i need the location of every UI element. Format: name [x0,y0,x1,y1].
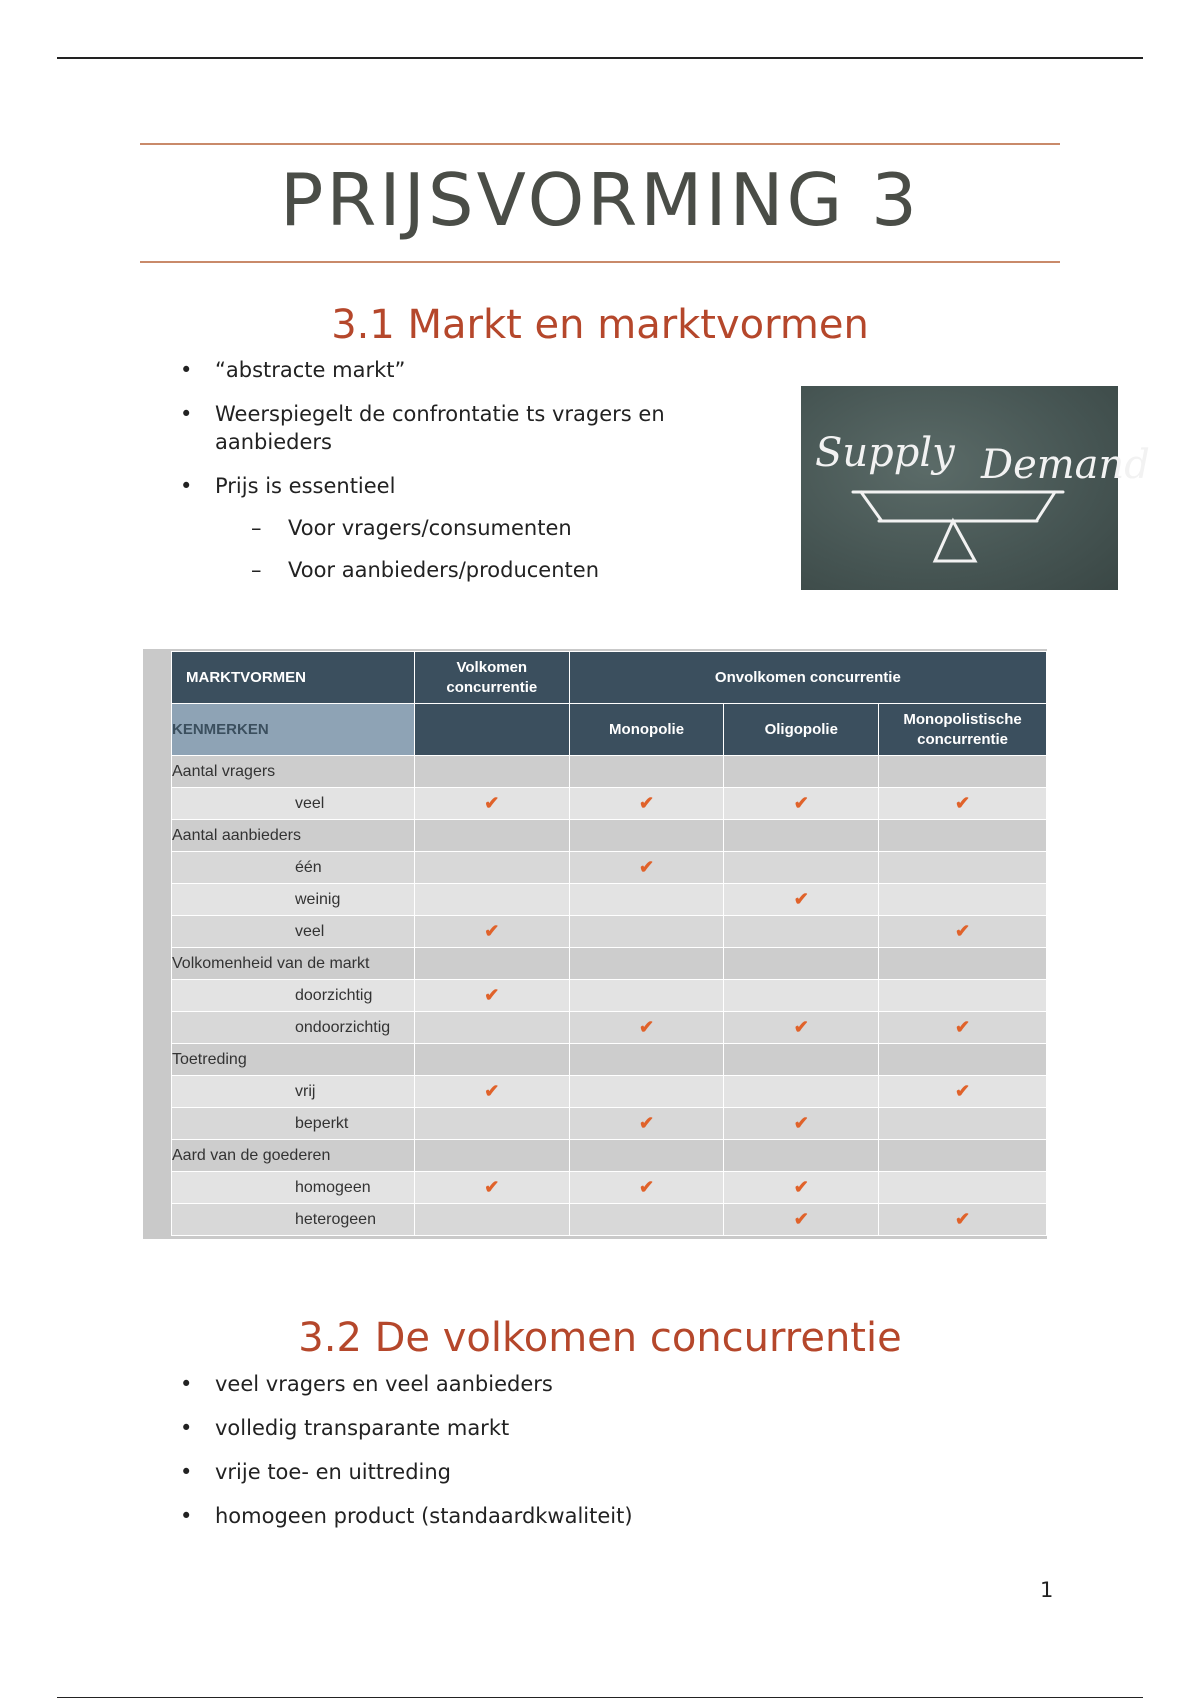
table-row [172,980,1047,1012]
empty-cell [724,1044,879,1076]
market-forms-table-frame [143,649,1047,1239]
row-label: doorzichtig [172,980,415,1012]
empty-cell [724,980,879,1012]
row-label: één [172,852,415,884]
checkmark-icon: ✔ [879,1076,1047,1108]
bullet-item: • volledig transparante markt [180,1414,880,1442]
row-label: Aard van de goederen [172,1140,415,1172]
empty-cell [724,820,879,852]
table-category-row [172,1140,1047,1172]
bottom-border-line [57,1697,1143,1698]
checkmark-icon: ✔ [879,1012,1047,1044]
empty-cell [724,1076,879,1108]
section-2-bullet-list [180,1370,880,1546]
table-row [172,852,1047,884]
sub-bullet-list [215,514,700,584]
table-body [172,756,1047,1236]
empty-cell [569,756,724,788]
table-row [172,1076,1047,1108]
empty-cell [414,1108,569,1140]
row-label: homogeen [172,1172,415,1204]
bullet-item: • veel vragers en veel aanbieders [180,1370,880,1398]
checkmark-icon: ✔ [569,788,724,820]
header-marktvormen: MARKTVORMEN [172,652,415,704]
bullet-text: Prijs is essentieel [215,474,396,498]
row-label: Aantal vragers [172,756,415,788]
row-label: beperkt [172,1108,415,1140]
checkmark-icon: ✔ [724,1204,879,1236]
empty-cell [879,1172,1047,1204]
row-label: weinig [172,884,415,916]
table-category-row [172,756,1047,788]
bullet-item [180,472,700,584]
checkmark-icon: ✔ [414,980,569,1012]
row-label: veel [172,788,415,820]
header-empty-cell [414,704,569,756]
bullet-item: • homogeen product (standaardkwaliteit) [180,1502,880,1530]
empty-cell [879,1108,1047,1140]
header-volkomen: Volkomen concurrentie [414,652,569,704]
table-row [172,1012,1047,1044]
empty-cell [569,916,724,948]
table-row [172,1204,1047,1236]
header-oligopolie: Oligopolie [724,704,879,756]
table-category-row [172,1044,1047,1076]
row-label: vrij [172,1076,415,1108]
checkmark-icon: ✔ [724,1172,879,1204]
row-label: Volkomenheid van de markt [172,948,415,980]
section-heading-3-2: 3.2 De volkomen concurrentie [298,1315,902,1361]
row-label: veel [172,916,415,948]
empty-cell [569,1076,724,1108]
supply-word: Supply [815,430,955,476]
market-forms-table [171,651,1047,1236]
bullet-item: • vrije toe- en uittreding [180,1458,880,1486]
empty-cell [724,1140,879,1172]
demand-word: Demand [981,442,1150,488]
empty-cell [569,820,724,852]
empty-cell [569,980,724,1012]
empty-cell [724,756,879,788]
empty-cell [879,884,1047,916]
empty-cell [724,948,879,980]
supply-demand-image [801,386,1150,590]
empty-cell [879,980,1047,1012]
table-row [172,1172,1047,1204]
table-row [172,916,1047,948]
checkmark-icon: ✔ [879,788,1047,820]
checkmark-icon: ✔ [414,916,569,948]
empty-cell [569,1044,724,1076]
top-border-line [57,57,1143,59]
header-monopolie: Monopolie [569,704,724,756]
empty-cell [414,948,569,980]
checkmark-icon: ✔ [414,1172,569,1204]
empty-cell [569,948,724,980]
row-label: ondoorzichtig [172,1012,415,1044]
sub-bullet-item: – Voor vragers/consumenten [251,514,700,542]
balance-scale-icon [853,492,1063,561]
bullet-item: • “abstracte markt” [180,356,700,384]
checkmark-icon: ✔ [414,788,569,820]
empty-cell [414,852,569,884]
page-number: 1 [1040,1578,1054,1602]
checkmark-icon: ✔ [414,1076,569,1108]
table-row [172,884,1047,916]
checkmark-icon: ✔ [879,916,1047,948]
table-row [172,788,1047,820]
checkmark-icon: ✔ [879,1204,1047,1236]
title-rule-bottom [140,261,1060,263]
empty-cell [879,852,1047,884]
empty-cell [879,1140,1047,1172]
empty-cell [879,948,1047,980]
empty-cell [879,820,1047,852]
empty-cell [569,1204,724,1236]
empty-cell [414,1140,569,1172]
empty-cell [724,852,879,884]
row-label: heterogeen [172,1204,415,1236]
checkmark-icon: ✔ [724,1012,879,1044]
checkmark-icon: ✔ [724,884,879,916]
empty-cell [879,1044,1047,1076]
empty-cell [879,756,1047,788]
table-row [172,1108,1047,1140]
empty-cell [724,916,879,948]
checkmark-icon: ✔ [724,788,879,820]
empty-cell [414,1204,569,1236]
document-title: PRIJSVORMING 3 [279,158,920,242]
title-rule-top [140,143,1060,145]
header-kenmerken: KENMERKEN [172,704,415,756]
checkmark-icon: ✔ [569,1012,724,1044]
header-monopolistische: Monopolistische concurrentie [879,704,1047,756]
chalkboard-drawing [801,386,1150,590]
row-label: Toetreding [172,1044,415,1076]
row-label: Aantal aanbieders [172,820,415,852]
section-1-bullet-list [180,356,700,600]
table-category-row [172,820,1047,852]
empty-cell [414,1044,569,1076]
empty-cell [414,820,569,852]
table-category-row [172,948,1047,980]
header-onvolkomen: Onvolkomen concurrentie [569,652,1046,704]
bullet-item: • Weerspiegelt de confrontatie ts vragers en aanbieders [180,400,700,456]
checkmark-icon: ✔ [569,852,724,884]
checkmark-icon: ✔ [724,1108,879,1140]
section-heading-3-1: 3.1 Markt en marktvormen [331,302,869,348]
empty-cell [414,1012,569,1044]
empty-cell [414,884,569,916]
checkmark-icon: ✔ [569,1172,724,1204]
sub-bullet-item: – Voor aanbieders/producenten [251,556,700,584]
empty-cell [569,1140,724,1172]
checkmark-icon: ✔ [569,1108,724,1140]
empty-cell [414,756,569,788]
empty-cell [569,884,724,916]
